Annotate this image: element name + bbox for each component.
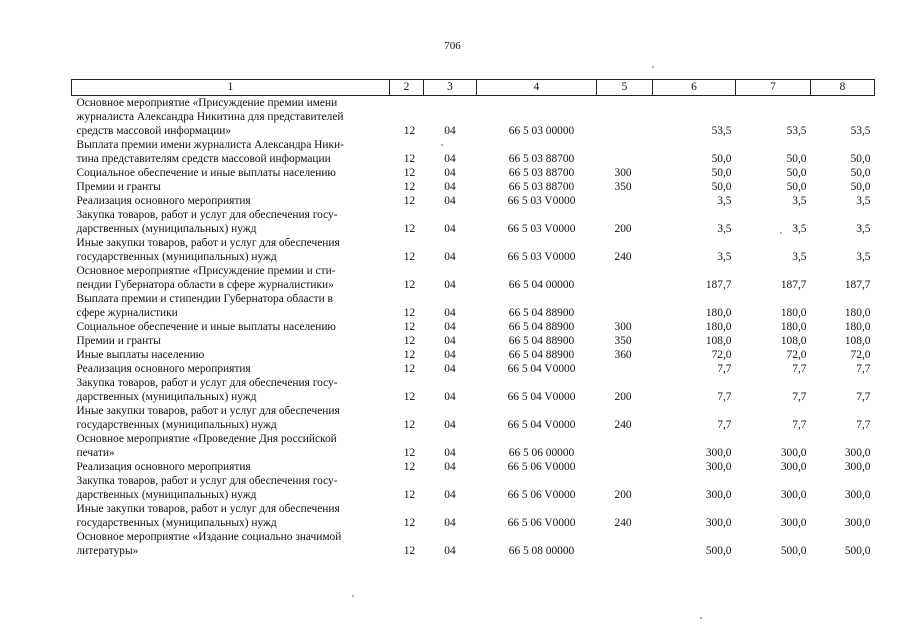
item-name-cell	[72, 334, 390, 348]
table-body	[72, 96, 875, 559]
item-name-cell	[72, 320, 390, 334]
section-cell: 12	[403, 279, 416, 291]
subsection-cell: 04	[444, 321, 456, 333]
subsection-cell: 04	[444, 195, 456, 207]
item-name-line: Основное мероприятие «Присуждение премии имени	[76, 97, 338, 109]
table-row	[72, 96, 875, 139]
section-cell: 12	[403, 447, 416, 459]
page-number: 706	[444, 40, 461, 52]
expense-type-cell	[597, 194, 653, 208]
amount-cell-year-3: 50,0	[850, 153, 871, 165]
code-cell: 66 5 03 00000	[508, 125, 575, 137]
scan-speck	[352, 595, 354, 597]
code-cell: 66 5 04 V0000	[507, 391, 576, 403]
expense-type-cell	[597, 292, 653, 320]
table-row	[72, 320, 875, 334]
item-name-cell	[72, 264, 390, 292]
table-row	[72, 376, 875, 404]
expense-type-cell: 350	[614, 335, 632, 347]
column-header: 3	[424, 80, 477, 96]
column-header: 6	[653, 80, 736, 96]
item-name-line: дарственных (муниципальных) нужд	[76, 391, 257, 403]
table-row	[72, 264, 875, 292]
item-name-line: Выплата премии имени журналиста Александра Ники-	[76, 139, 344, 151]
item-name-line: дарственных (муниципальных) нужд	[76, 223, 257, 235]
amount-cell-year-3: 7,7	[856, 419, 871, 431]
code-cell: 66 5 03 V0000	[507, 251, 576, 263]
amount-cell-year-3: 187,7	[844, 279, 871, 291]
column-header: 7	[736, 80, 811, 96]
subsection-cell: 04	[444, 489, 456, 501]
code-cell: 66 5 06 00000	[508, 447, 575, 459]
amount-cell-year-2: 187,7	[780, 279, 807, 291]
item-name-line: Иные закупки товаров, работ и услуг для обеспечения	[76, 237, 340, 249]
expense-type-cell	[597, 96, 653, 139]
amount-cell-year-1: 7,7	[717, 419, 732, 431]
subsection-cell: 04	[444, 349, 456, 361]
item-name-line: Выплата премии и стипендии Губернатора области в	[76, 293, 333, 305]
amount-cell-year-3: 500,0	[844, 545, 871, 557]
subsection-cell: 04	[444, 153, 456, 165]
expense-type-cell: 350	[614, 181, 632, 193]
amount-cell-year-2: 300,0	[780, 517, 807, 529]
expense-type-cell: 360	[614, 349, 632, 361]
expense-type-cell: 200	[614, 489, 632, 501]
table-row	[72, 432, 875, 460]
table-row	[72, 404, 875, 432]
amount-cell-year-2: 7,7	[792, 419, 807, 431]
amount-cell-year-3: 7,7	[856, 391, 871, 403]
item-name-cell	[72, 404, 390, 432]
subsection-cell: 04	[444, 181, 456, 193]
section-cell: 12	[403, 307, 416, 319]
section-cell: 12	[403, 153, 416, 165]
subsection-cell: 04	[444, 307, 456, 319]
amount-cell-year-1: 300,0	[705, 489, 732, 501]
amount-cell-year-1: 72,0	[711, 349, 732, 361]
item-name-line: Закупка товаров, работ и услуг для обеспечения госу-	[76, 475, 338, 487]
table-row	[72, 474, 875, 502]
item-name-line: Основное мероприятие «Присуждение премии и сти-	[76, 265, 336, 277]
section-cell: 12	[403, 517, 416, 529]
amount-cell-year-2: 300,0	[780, 461, 807, 473]
amount-cell-year-2: 50,0	[786, 181, 807, 193]
code-cell: 66 5 04 88900	[508, 335, 575, 347]
item-name-cell	[72, 194, 390, 208]
amount-cell-year-2: 72,0	[786, 349, 807, 361]
table-row	[72, 208, 875, 236]
section-cell: 12	[403, 419, 416, 431]
subsection-cell: 04	[444, 335, 456, 347]
subsection-cell: 04	[444, 223, 456, 235]
item-name-line: Иные закупки товаров, работ и услуг для обеспечения	[76, 405, 340, 417]
code-cell: 66 5 03 V0000	[507, 195, 576, 207]
item-name-cell	[72, 362, 390, 376]
code-cell: 66 5 03 88700	[508, 181, 575, 193]
amount-cell-year-1: 50,0	[711, 153, 732, 165]
item-name-line: дарственных (муниципальных) нужд	[76, 489, 257, 501]
amount-cell-year-3: 300,0	[844, 489, 871, 501]
code-cell: 66 5 06 V0000	[507, 517, 576, 529]
section-cell: 12	[403, 195, 416, 207]
section-cell: 12	[403, 489, 416, 501]
amount-cell-year-3: 180,0	[844, 321, 871, 333]
amount-cell-year-3: 3,5	[856, 223, 871, 235]
amount-cell-year-1: 108,0	[705, 335, 732, 347]
item-name-line: Премии и гранты	[76, 335, 161, 347]
amount-cell-year-2: 180,0	[780, 321, 807, 333]
code-cell: 66 5 04 00000	[508, 279, 575, 291]
amount-cell-year-3: 50,0	[850, 167, 871, 179]
expense-type-cell: 240	[614, 419, 632, 431]
code-cell: 66 5 04 V0000	[507, 363, 576, 375]
expense-type-cell: 200	[614, 391, 632, 403]
table-row	[72, 348, 875, 362]
code-cell: 66 5 03 88700	[508, 167, 575, 179]
table-row	[72, 166, 875, 180]
section-cell: 12	[403, 349, 416, 361]
item-name-line: Реализация основного мероприятия	[76, 461, 251, 473]
table-row	[72, 292, 875, 320]
item-name-line: государственных (муниципальных) нужд	[76, 251, 277, 263]
amount-cell-year-1: 300,0	[705, 517, 732, 529]
subsection-cell: 04	[444, 391, 456, 403]
expense-type-cell: 200	[614, 223, 632, 235]
section-cell: 12	[403, 251, 416, 263]
subsection-cell: 04	[444, 447, 456, 459]
item-name-line: Основное мероприятие «Издание социально значимой	[76, 531, 342, 543]
table-row	[72, 138, 875, 166]
expense-type-cell	[597, 432, 653, 460]
expense-type-cell: 300	[614, 321, 632, 333]
column-header: 5	[597, 80, 653, 96]
item-name-line: Иные выплаты населению	[76, 349, 205, 361]
amount-cell-year-2: 53,5	[786, 125, 807, 137]
item-name-cell	[72, 138, 390, 166]
table-row	[72, 194, 875, 208]
amount-cell-year-1: 187,7	[705, 279, 732, 291]
subsection-cell: 04	[444, 363, 456, 375]
amount-cell-year-3: 7,7	[856, 363, 871, 375]
item-name-line: пендии Губернатора области в сфере журналистики»	[76, 279, 334, 291]
column-header: 4	[477, 80, 597, 96]
code-cell: 66 5 08 00000	[508, 545, 575, 557]
table-row	[72, 236, 875, 264]
code-cell: 66 5 04 88900	[508, 349, 575, 361]
item-name-cell	[72, 474, 390, 502]
item-name-line: Закупка товаров, работ и услуг для обеспечения госу-	[76, 377, 338, 389]
amount-cell-year-3: 108,0	[844, 335, 871, 347]
amount-cell-year-2: 50,0	[786, 167, 807, 179]
amount-cell-year-1: 180,0	[705, 307, 732, 319]
code-cell: 66 5 03 88700	[508, 153, 575, 165]
amount-cell-year-3: 72,0	[850, 349, 871, 361]
section-cell: 12	[403, 391, 416, 403]
expense-type-cell: 240	[614, 251, 632, 263]
subsection-cell: 04	[444, 461, 456, 473]
amount-cell-year-1: 300,0	[705, 461, 732, 473]
amount-cell-year-3: 180,0	[844, 307, 871, 319]
section-cell: 12	[403, 363, 416, 375]
section-cell: 12	[403, 545, 416, 557]
amount-cell-year-3: 3,5	[856, 251, 871, 263]
subsection-cell: 04	[444, 125, 456, 137]
item-name-line: Социальное обеспечение и иные выплаты населению	[76, 321, 336, 333]
item-name-cell	[72, 502, 390, 530]
scan-speck	[780, 232, 782, 234]
amount-cell-year-1: 180,0	[705, 321, 732, 333]
code-cell: 66 5 04 88900	[508, 307, 575, 319]
item-name-line: Закупка товаров, работ и услуг для обеспечения госу-	[76, 209, 338, 221]
table-row	[72, 362, 875, 376]
code-cell: 66 5 03 V0000	[507, 223, 576, 235]
expense-type-cell	[597, 460, 653, 474]
expense-type-cell	[597, 138, 653, 166]
amount-cell-year-3: 50,0	[850, 181, 871, 193]
section-cell: 12	[403, 321, 416, 333]
amount-cell-year-1: 500,0	[705, 545, 732, 557]
budget-table	[71, 79, 875, 558]
section-cell: 12	[403, 223, 416, 235]
section-cell: 12	[403, 461, 416, 473]
item-name-line: Социальное обеспечение и иные выплаты населению	[76, 167, 336, 179]
subsection-cell: 04	[444, 167, 456, 179]
section-cell: 12	[403, 125, 416, 137]
subsection-cell: 04	[444, 251, 456, 263]
column-header: 1	[72, 80, 390, 96]
section-cell: 12	[403, 335, 416, 347]
item-name-line: Реализация основного мероприятия	[76, 363, 251, 375]
table-header	[72, 80, 875, 96]
item-name-cell	[72, 530, 390, 558]
scan-speck	[652, 66, 654, 68]
item-name-line: литературы»	[76, 545, 139, 557]
amount-cell-year-2: 3,5	[792, 195, 807, 207]
column-header: 8	[811, 80, 875, 96]
amount-cell-year-2: 300,0	[780, 489, 807, 501]
item-name-cell	[72, 376, 390, 404]
amount-cell-year-1: 3,5	[717, 223, 732, 235]
amount-cell-year-1: 3,5	[717, 195, 732, 207]
item-name-cell	[72, 208, 390, 236]
expense-type-cell	[597, 530, 653, 558]
item-name-line: тина представителям средств массовой информации	[76, 153, 331, 165]
amount-cell-year-2: 108,0	[780, 335, 807, 347]
column-header: 2	[390, 80, 424, 96]
item-name-line: государственных (муниципальных) нужд	[76, 517, 277, 529]
section-cell: 12	[403, 167, 416, 179]
code-cell: 66 5 04 88900	[508, 321, 575, 333]
item-name-line: Иные закупки товаров, работ и услуг для обеспечения	[76, 503, 340, 515]
item-name-cell	[72, 236, 390, 264]
expense-type-cell: 240	[614, 517, 632, 529]
amount-cell-year-3: 53,5	[850, 125, 871, 137]
amount-cell-year-1: 50,0	[711, 167, 732, 179]
scan-speck	[441, 144, 443, 146]
amount-cell-year-2: 300,0	[780, 447, 807, 459]
item-name-line: средств массовой информации»	[76, 125, 232, 137]
item-name-cell	[72, 348, 390, 362]
item-name-cell	[72, 180, 390, 194]
amount-cell-year-1: 7,7	[717, 363, 732, 375]
table-row	[72, 502, 875, 530]
item-name-cell	[72, 166, 390, 180]
item-name-line: печати»	[76, 447, 115, 459]
item-name-cell	[72, 96, 390, 139]
amount-cell-year-1: 7,7	[717, 391, 732, 403]
subsection-cell: 04	[444, 279, 456, 291]
table-row	[72, 460, 875, 474]
section-cell: 12	[403, 181, 416, 193]
amount-cell-year-2: 3,5	[792, 223, 807, 235]
amount-cell-year-2: 7,7	[792, 391, 807, 403]
amount-cell-year-1: 50,0	[711, 181, 732, 193]
table-row	[72, 334, 875, 348]
code-cell: 66 5 06 V0000	[507, 461, 576, 473]
header-row	[72, 80, 875, 96]
amount-cell-year-1: 300,0	[705, 447, 732, 459]
code-cell: 66 5 06 V0000	[507, 489, 576, 501]
subsection-cell: 04	[444, 517, 456, 529]
item-name-line: государственных (муниципальных) нужд	[76, 419, 277, 431]
amount-cell-year-1: 3,5	[717, 251, 732, 263]
expense-type-cell	[597, 362, 653, 376]
amount-cell-year-3: 300,0	[844, 517, 871, 529]
amount-cell-year-2: 180,0	[780, 307, 807, 319]
item-name-line: журналиста Александра Никитина для представителей	[76, 111, 344, 123]
code-cell: 66 5 04 V0000	[507, 419, 576, 431]
item-name-line: сфере журналистики	[76, 307, 178, 319]
table-row	[72, 530, 875, 558]
subsection-cell: 04	[444, 545, 456, 557]
amount-cell-year-2: 7,7	[792, 363, 807, 375]
amount-cell-year-2: 3,5	[792, 251, 807, 263]
expense-type-cell	[597, 264, 653, 292]
item-name-line: Основное мероприятие «Проведение Дня российской	[76, 433, 337, 445]
amount-cell-year-2: 500,0	[780, 545, 807, 557]
amount-cell-year-3: 3,5	[856, 195, 871, 207]
item-name-cell	[72, 432, 390, 460]
item-name-line: Премии и гранты	[76, 181, 161, 193]
amount-cell-year-2: 50,0	[786, 153, 807, 165]
amount-cell-year-1: 53,5	[711, 125, 732, 137]
subsection-cell: 04	[444, 419, 456, 431]
scan-speck	[700, 617, 702, 619]
item-name-cell	[72, 292, 390, 320]
table-row	[72, 180, 875, 194]
amount-cell-year-3: 300,0	[844, 461, 871, 473]
amount-cell-year-3: 300,0	[844, 447, 871, 459]
item-name-cell	[72, 460, 390, 474]
item-name-line: Реализация основного мероприятия	[76, 195, 251, 207]
expense-type-cell: 300	[614, 167, 632, 179]
